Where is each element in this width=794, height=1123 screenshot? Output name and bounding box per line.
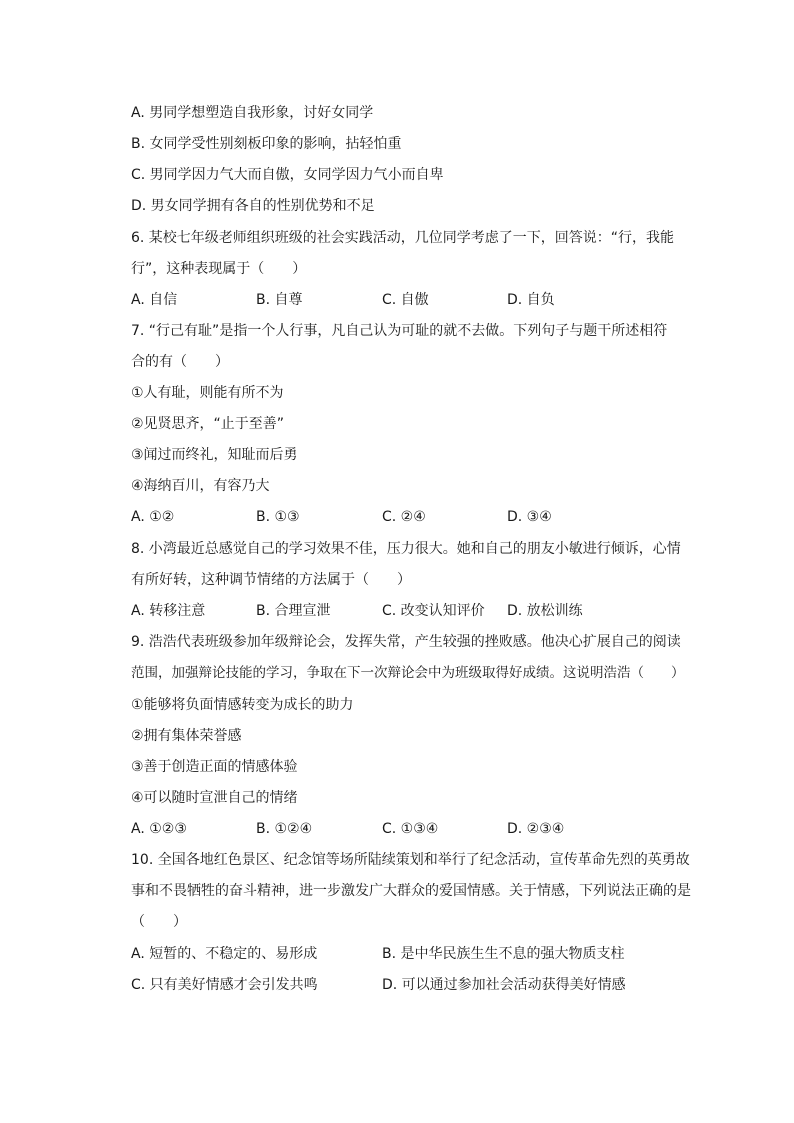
q8-option-d: D. 放松训练 xyxy=(507,603,583,619)
q6-stem-line1: 6. 某校七年级老师组织班级的社会实践活动，几位同学考虑了一下，回答说：“行，我能 xyxy=(131,230,675,246)
q5-option-d: D. 男女同学拥有各自的性别优势和不足 xyxy=(131,198,375,214)
q8-option-c: C. 改变认知评价 xyxy=(382,603,485,619)
q10-option-d: D. 可以通过参加社会活动获得美好情感 xyxy=(382,977,626,993)
q6-options xyxy=(131,290,691,310)
q6-option-c: C. 自傲 xyxy=(382,292,429,308)
q10-stem-line2: 事和不畏牺牲的奋斗精神，进一步激发广大群众的爱国情感。关于情感，下列说法正确的是 xyxy=(131,883,691,899)
q9-options xyxy=(131,819,691,839)
q10-option-c: C. 只有美好情感才会引发共鸣 xyxy=(131,977,318,993)
q8-options xyxy=(131,601,691,621)
q5-option-a: A. 男同学想塑造自我形象，讨好女同学 xyxy=(131,105,374,121)
q9-item-1: ①能够将负面情感转变为成长的助力 xyxy=(131,697,354,713)
q6-option-b: B. 自尊 xyxy=(256,292,303,308)
q7-item-2: ②见贤思齐，“止于至善” xyxy=(131,416,285,432)
q9-option-a: A. ①②③ xyxy=(131,821,187,837)
q10-stem-line1: 10. 全国各地红色景区、纪念馆等场所陆续策划和举行了纪念活动，宣传革命先烈的英勇故 xyxy=(131,852,690,868)
q9-stem-line1: 9. 浩浩代表班级参加年级辩论会，发挥失常，产生较强的挫败感。他决心扩展自己的阅读 xyxy=(131,634,681,650)
q6-stem-line2: 行”，这种表现属于（ ） xyxy=(131,261,307,277)
q9-option-b: B. ①②④ xyxy=(256,821,313,837)
q7-options xyxy=(131,507,691,527)
q6-option-d: D. 自负 xyxy=(507,292,555,308)
q10-options-row2 xyxy=(131,975,691,995)
q7-option-a: A. ①② xyxy=(131,509,175,525)
q10-stem-line3: （ ） xyxy=(131,914,187,930)
q7-stem-line1: 7. “行己有耻”是指一个人行事，凡自己认为可耻的就不去做。下列句子与题干所述相符 xyxy=(131,323,668,339)
q10-option-a: A. 短暂的、不稳定的、易形成 xyxy=(131,946,318,962)
q10-options-row1 xyxy=(131,944,691,964)
q7-option-c: C. ②④ xyxy=(382,509,426,525)
q7-option-b: B. ①③ xyxy=(256,509,300,525)
q9-stem-line2: 范围，加强辩论技能的学习，争取在下一次辩论会中为班级取得好成绩。这说明浩浩（ ） xyxy=(131,665,685,681)
q8-stem-line2: 有所好转，这种调节情绪的方法属于（ ） xyxy=(131,572,411,588)
q6-option-a: A. 自信 xyxy=(131,292,178,308)
q7-option-d: D. ③④ xyxy=(507,509,552,525)
q8-option-b: B. 合理宣泄 xyxy=(256,603,331,619)
q9-option-d: D. ②③④ xyxy=(507,821,565,837)
q8-stem-line1: 8. 小湾最近总感觉自己的学习效果不佳，压力很大。她和自己的朋友小敏进行倾诉，心情 xyxy=(131,541,681,557)
q7-stem-line2: 合的有（ ） xyxy=(131,354,229,370)
q9-item-2: ②拥有集体荣誉感 xyxy=(131,728,242,744)
q9-option-c: C. ①③④ xyxy=(382,821,439,837)
q9-item-4: ④可以随时宣泄自己的情绪 xyxy=(131,790,298,806)
q7-item-1: ①人有耻，则能有所不为 xyxy=(131,385,284,401)
q5-option-b: B. 女同学受性别刻板印象的影响，拈轻怕重 xyxy=(131,136,402,152)
q9-item-3: ③善于创造正面的情感体验 xyxy=(131,759,298,775)
q7-item-4: ④海纳百川，有容乃大 xyxy=(131,478,270,494)
q7-item-3: ③闻过而终礼，知耻而后勇 xyxy=(131,447,298,463)
q5-option-c: C. 男同学因力气大而自傲，女同学因力气小而自卑 xyxy=(131,167,444,183)
q10-option-b: B. 是中华民族生生不息的强大物质支柱 xyxy=(382,946,625,962)
q8-option-a: A. 转移注意 xyxy=(131,603,206,619)
